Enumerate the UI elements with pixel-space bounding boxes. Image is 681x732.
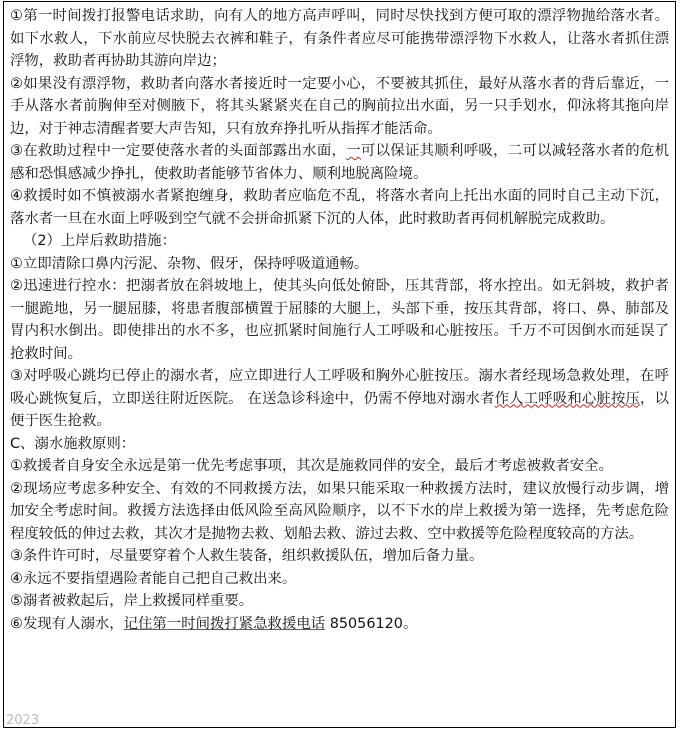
principle-2: ②现场应考虑多种安全、有效的不同救援方法，如果只能采取一种救援方法时，建议放慢行动步调，增加安全考虑时间。救援方法选择由低风险至高风险顺序，以不下水的岸上救援为第一选择，先考虑危险程度较低的伸过去救，其次才是抛物去救、划船去救、游过去救、空中救援等危险程度较高的方法。	[10, 480, 669, 542]
watermark-logo: 2023	[6, 713, 40, 728]
principle-5: ⑤溺者被救起后，岸上救援同样重要。	[10, 593, 254, 609]
rescue-step-3-spellcheck-mark: 一	[346, 143, 361, 159]
principle-4: ④永远不要指望遇险者能自己把自己救出来。	[10, 570, 297, 587]
rescue-step-3-text-c: 可以保证其顺利呼吸，二可以减轻落水者的危机感和恐惧感减少挣扎，使救助者能够节省体力、顺利地脱离险境。	[10, 143, 669, 182]
document-body	[4, 2, 675, 635]
principle-3: ③条件许可时，尽量要穿着个人救生装备，组织救援队伍，增加后备力量。	[10, 548, 484, 564]
principles-heading: C、溺水施救原则：	[10, 435, 136, 452]
rescue-step-3	[10, 140, 669, 185]
ashore-step-1: ①立即清除口鼻内污泥、杂物、假牙，保持呼吸道通畅。	[10, 255, 369, 272]
ashore-step-3	[10, 365, 669, 433]
ashore-step-3-spellcheck-mark: 作人工呼吸和心脏按压	[494, 390, 641, 407]
rescue-step-2: ②如果没有漂浮物，救助者向落水者接近时一定要小心，不要被其抓住，最好从落水者的背后靠近，一手从落水者前胸伸至对侧腋下，将其头紧紧夹在自己的胸前拉出水面，另一只手划水，仰泳将其拖向岸边，对于神志清醒者要大声告知，只有放弃挣扎听从指挥才能活命。	[10, 75, 669, 137]
ashore-step-3-text-c: ，以便于医生抢救。	[10, 390, 669, 429]
principle-6-text-a: ⑥发现有人溺水，	[10, 615, 124, 632]
ashore-step-2: ②迅速进行控水：把溺者放在斜坡地上，使其头向低处俯卧，压其背部，将水控出。如无斜坡，救护者一腿跪地，另一腿屈膝，将患者腹部横置于屈膝的大腿上，头部下垂，按压其背部，将口、鼻、肺部及胃内积水倒出。即使排出的水不多，也应抓紧时间施行人工呼吸和心脏按压。千万不可因倒水而延误了抢救时间。	[10, 278, 669, 362]
document-table-cell	[3, 1, 676, 728]
ashore-step-3-text-a: ③对呼吸心跳均已停止的溺水者，应立即进行人工呼吸和胸外心脏按压。溺水者经现场急救处理，在呼吸心跳恢复后，立即送往附近医院。 在送急诊科途中，仍需不停地对溺水者	[10, 368, 669, 407]
principle-6	[10, 613, 669, 636]
principle-6-emergency-phrase: 记住第一时间拨打紧急救援电话	[123, 615, 326, 632]
rescue-step-3-text-a: ③在救助过程中一定要使落水者的头面部露出水面，	[10, 143, 347, 159]
principle-1: ①救援者自身安全永远是第一优先考虑事项，其次是施救同伴的安全，最后才考虑被救者安全。	[10, 458, 613, 474]
rescue-step-4: ④救援时如不慎被溺水者紧抱缠身，救助者应临危不乱，将落水者向上托出水面的同时自己主动下沉，落水者一旦在水面上呼吸到空气就不会拼命抓紧下沉的人体，此时救助者再伺机解脱完成救助。	[10, 188, 669, 227]
principle-6-phone: 85056120。	[325, 615, 418, 632]
rescue-step-1: ①第一时间拨打报警电话求助，向有人的地方高声呼叫，同时尽快找到方便可取的漂浮物抛给落水者。如下水救人，下水前应尽快脱去衣裤和鞋子，有条件者应尽可能携带漂浮物下水救人，让落水者抓住漂浮物，救助者再协助其游向岸边；	[10, 8, 669, 69]
ashore-heading: （2）上岸后救助措施：	[22, 233, 177, 249]
